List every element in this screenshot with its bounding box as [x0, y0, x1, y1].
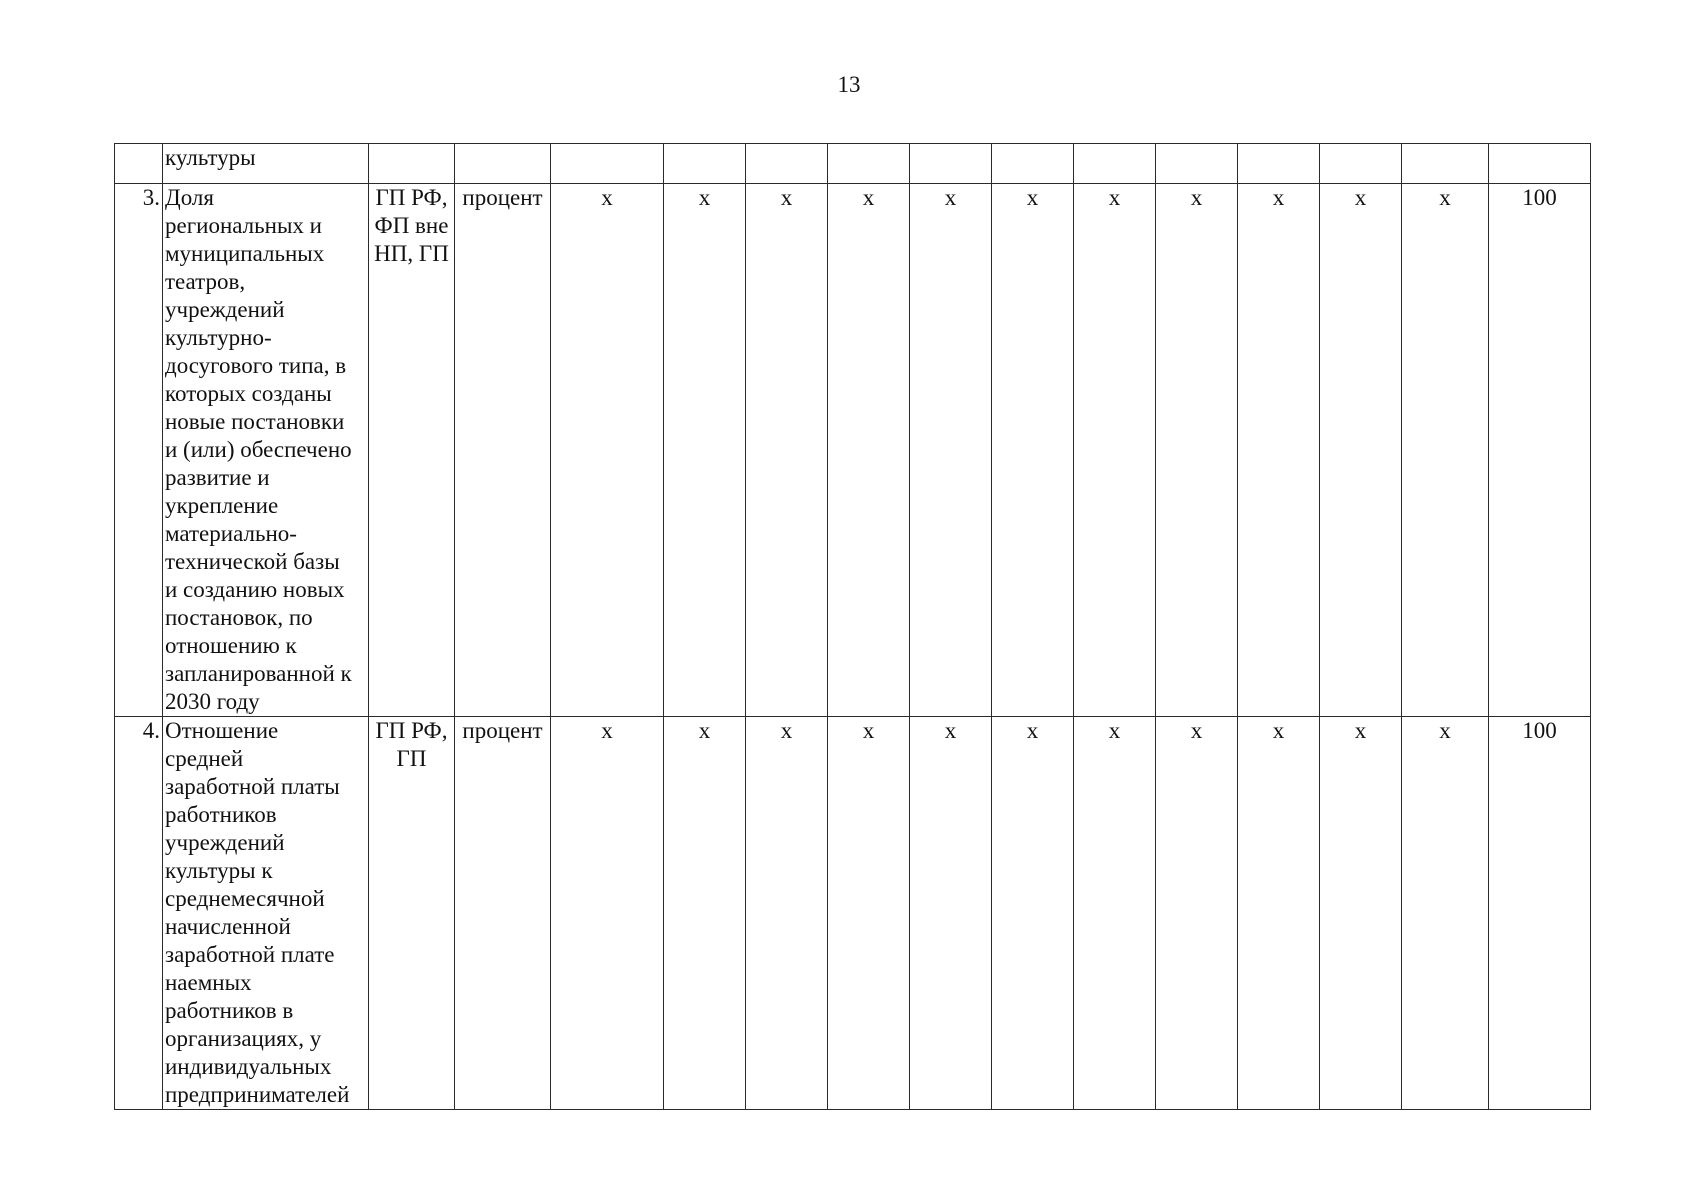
cell-value [1402, 144, 1489, 184]
cell-value [664, 144, 746, 184]
cell-indicator-name-line: и (или) обеспечено [165, 437, 352, 462]
cell-indicator-name-line: материально- [165, 521, 297, 546]
table-row [115, 184, 1591, 717]
cell-indicator-name-line: начисленной [165, 914, 291, 939]
cell-value: x [992, 184, 1074, 717]
cell-source-line: НП, ГП [374, 241, 449, 266]
cell-indicator-name-line: 2030 году [165, 689, 260, 714]
cell-num: 3. [115, 184, 163, 717]
cell-value: x [1238, 184, 1320, 717]
cell-indicator-name-line: развитие и [165, 465, 270, 490]
cell-indicator-name-line: заработной плате [165, 942, 335, 967]
cell-value: x [746, 717, 828, 1110]
cell-value: x [1074, 184, 1156, 717]
table-row-continuation [115, 144, 1591, 184]
cell-target: 100 [1489, 717, 1591, 1110]
page-number: 13 [837, 72, 861, 97]
cell-value [1320, 144, 1402, 184]
cell-indicator-name-line: культуры к [165, 858, 273, 883]
cell-value [1074, 144, 1156, 184]
cell-num: 4. [115, 717, 163, 1110]
cell-indicator-name-line: работников в [165, 998, 294, 1023]
cell-indicator-name-line: и созданию новых [165, 577, 345, 602]
cell-source [369, 184, 455, 717]
cell-indicator-name: культуры [163, 144, 369, 184]
cell-value: x [828, 717, 910, 1110]
cell-source-line: ГП [396, 746, 427, 771]
cell-indicator-name-line: отношению к [165, 633, 297, 658]
cell-indicator-name-line: укрепление [165, 493, 279, 518]
cell-indicator-name-line: среднемесячной [165, 886, 325, 911]
cell-unit: процент [455, 184, 551, 717]
cell-indicator-name-line: культурно- [165, 325, 272, 350]
cell-indicator-name-line: учреждений [165, 830, 285, 855]
cell-value: x [551, 184, 664, 717]
cell-indicator-name-line: постановок, по [165, 605, 313, 630]
cell-value: x [664, 717, 746, 1110]
cell-indicator-name-line: театров, [165, 269, 246, 294]
cell-indicator-name-line: наемных [165, 970, 252, 995]
cell-indicator-name-line: которых созданы [165, 381, 332, 406]
cell-source [369, 717, 455, 1110]
cell-value: x [551, 717, 664, 1110]
cell-value: x [1320, 184, 1402, 717]
cell-indicator-name-line: средней [165, 746, 244, 771]
cell-value: x [910, 717, 992, 1110]
cell-indicator-name-line: досугового типа, в [165, 353, 347, 378]
cell-value: x [910, 184, 992, 717]
cell-indicator-name-line: индивидуальных [165, 1054, 332, 1079]
cell-value: x [746, 184, 828, 717]
cell-value: x [828, 184, 910, 717]
cell-indicator-name [163, 184, 369, 717]
cell-value: x [1402, 184, 1489, 717]
indicators-table [114, 143, 1591, 1110]
cell-indicator-name-line: предпринимателей [165, 1082, 350, 1107]
cell-indicator-name-line: муниципальных [165, 241, 325, 266]
cell-unit: процент [455, 717, 551, 1110]
cell-value: x [992, 717, 1074, 1110]
cell-indicator-name-line: Отношение [165, 718, 279, 743]
cell-value [1238, 144, 1320, 184]
cell-num [115, 144, 163, 184]
cell-value [746, 144, 828, 184]
cell-value [1156, 144, 1238, 184]
cell-indicator-name-line: технической базы [165, 549, 340, 574]
cell-value [910, 144, 992, 184]
table-row [115, 717, 1591, 1110]
cell-source-line: ГП РФ, [375, 185, 448, 210]
cell-indicator-name-line: работников [165, 802, 277, 827]
cell-value: x [1402, 717, 1489, 1110]
cell-unit [455, 144, 551, 184]
cell-value [551, 144, 664, 184]
cell-indicator-name-line: новые постановки [165, 409, 345, 434]
cell-indicator-name-line: заработной платы [165, 774, 340, 799]
cell-source-line: ГП РФ, [375, 718, 448, 743]
cell-value: x [1238, 717, 1320, 1110]
cell-value: x [1156, 717, 1238, 1110]
cell-value: x [1074, 717, 1156, 1110]
cell-indicator-name-line: региональных и [165, 213, 322, 238]
cell-source [369, 144, 455, 184]
cell-indicator-name-line: организациях, у [165, 1026, 322, 1051]
cell-target [1489, 144, 1591, 184]
cell-value: x [1320, 717, 1402, 1110]
cell-indicator-name-line: запланированной к [165, 661, 352, 686]
cell-source-line: ФП вне [374, 213, 449, 238]
cell-value: x [1156, 184, 1238, 717]
cell-indicator-name-line: Доля [165, 185, 214, 210]
cell-target: 100 [1489, 184, 1591, 717]
cell-value [992, 144, 1074, 184]
cell-indicator-name [163, 717, 369, 1110]
cell-indicator-name-line: учреждений [165, 297, 285, 322]
cell-value: x [664, 184, 746, 717]
cell-value [828, 144, 910, 184]
